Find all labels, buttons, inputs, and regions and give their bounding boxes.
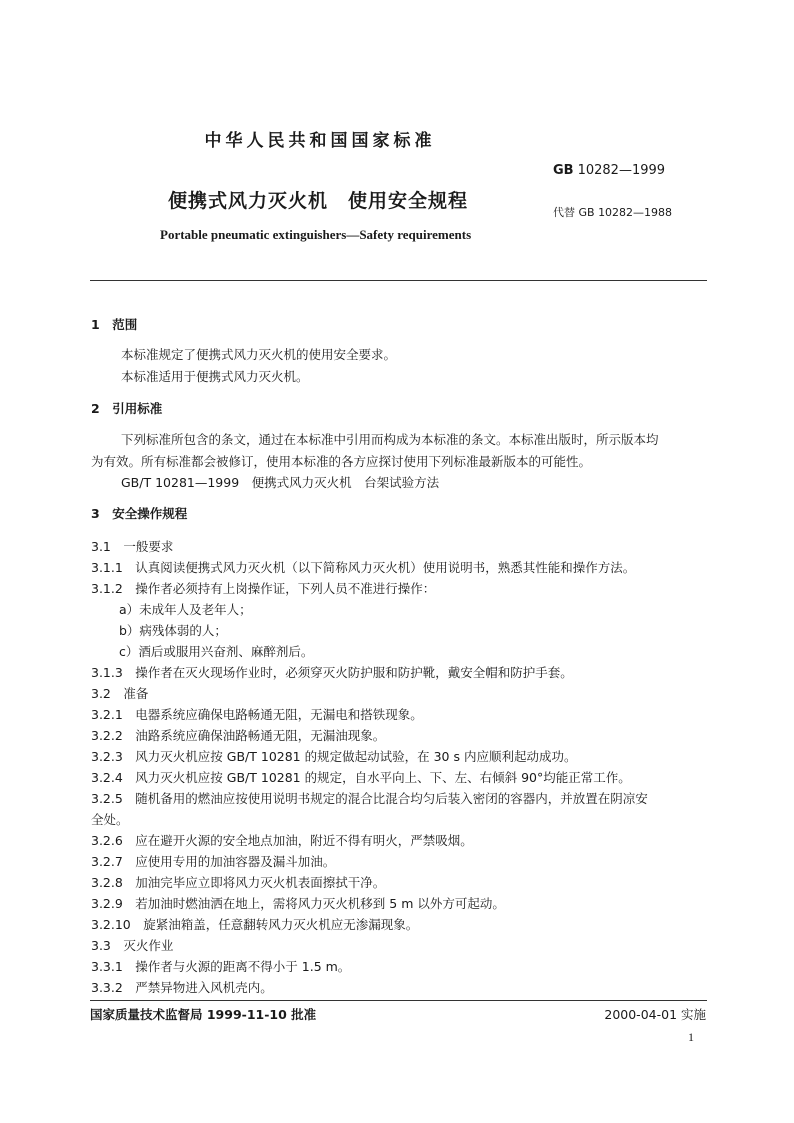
paragraph-line: 本标准适用于便携式风力灭火机。: [121, 369, 309, 384]
footer-divider: [90, 1000, 707, 1001]
standard-code: GB: [553, 163, 574, 178]
clause-line: 3.2.2 油路系统应确保油路畅通无阻，无漏油现象。: [91, 728, 386, 743]
section-heading-scope: 1 范围: [91, 317, 138, 332]
clause-line: 3.2.7 应使用专用的加油容器及漏斗加油。: [91, 854, 336, 869]
clause-line: 3.3 灭火作业: [91, 938, 174, 953]
list-item: b）病残体弱的人；: [119, 623, 227, 638]
section-heading-references: 2 引用标准: [91, 401, 163, 416]
english-title: Portable pneumatic extinguishers—Safety requirements: [160, 227, 472, 242]
national-standard-title: 中华人民共和国国家标准: [204, 131, 436, 151]
header-divider: [90, 280, 707, 281]
clause-line: 3.1.3 操作者在灭火现场作业时，必须穿灭火防护服和防护靴，戴安全帽和防护手套。: [91, 665, 573, 680]
clause-line: 3.2.1 电器系统应确保电路畅通无阻，无漏电和搭铁现象。: [91, 707, 423, 722]
clause-line: 3.2 准备: [91, 686, 149, 701]
replaces-note: 代替 GB 10282—1988: [553, 206, 673, 219]
clause-line: 3.1 一般要求: [91, 539, 174, 554]
document-title: 便携式风力灭火机 使用安全规程: [168, 190, 469, 212]
clause-line: 全处。: [91, 812, 129, 827]
clause-line: 3.2.10 旋紧油箱盖，任意翻转风力灭火机应无渗漏现象。: [91, 917, 419, 932]
standard-number: [553, 163, 665, 178]
page-number: 1: [688, 1030, 694, 1044]
paragraph-line: 下列标准所包含的条文，通过在本标准中引用而构成为本标准的条文。本标准出版时，所示版本均: [121, 432, 659, 447]
clause-line: 3.3.2 严禁异物进入风机壳内。: [91, 980, 273, 995]
clause-line: 3.3.1 操作者与火源的距离不得小于 1.5 m。: [91, 959, 351, 974]
clause-line: 3.2.4 风力灭火机应按 GB/T 10281 的规定，自水平向上、下、左、右倾斜 90°均能正常工作。: [91, 770, 631, 785]
clause-line: 3.1.1 认真阅读便携式风力灭火机（以下简称风力灭火机）使用说明书，熟悉其性能和操作方法。: [91, 560, 636, 575]
standard-number-value: 10282—1999: [577, 163, 666, 178]
section-heading-safety: 3 安全操作规程: [91, 506, 188, 521]
reference-item: GB/T 10281—1999 便携式风力灭火机 台架试验方法: [121, 475, 440, 490]
list-item: a）未成年人及老年人；: [119, 602, 252, 617]
approval-note: 国家质量技术监督局 1999-11-10 批准: [90, 1007, 317, 1022]
clause-line: 3.2.5 随机备用的燃油应按使用说明书规定的混合比混合均匀后装入密闭的容器内，并放置在阴凉安: [91, 791, 648, 806]
clause-line: 3.2.6 应在避开火源的安全地点加油，附近不得有明火，严禁吸烟。: [91, 833, 473, 848]
implementation-date: 2000-04-01 实施: [604, 1007, 706, 1022]
clause-line: 3.2.9 若加油时燃油洒在地上，需将风力灭火机移到 5 m 以外方可起动。: [91, 896, 505, 911]
clause-line: 3.2.8 加油完毕应立即将风力灭火机表面擦拭干净。: [91, 875, 386, 890]
clause-line: 3.2.3 风力灭火机应按 GB/T 10281 的规定做起动试验，在 30 s 内应顺利起动成功。: [91, 749, 577, 764]
paragraph-line: 为有效。所有标准都会被修订，使用本标准的各方应探讨使用下列标准最新版本的可能性。: [91, 454, 592, 469]
list-item: c）酒后或服用兴奋剂、麻醉剂后。: [119, 644, 314, 659]
clause-line: 3.1.2 操作者必须持有上岗操作证，下列人员不准进行操作：: [91, 581, 436, 596]
paragraph-line: 本标准规定了便携式风力灭火机的使用安全要求。: [121, 347, 397, 362]
